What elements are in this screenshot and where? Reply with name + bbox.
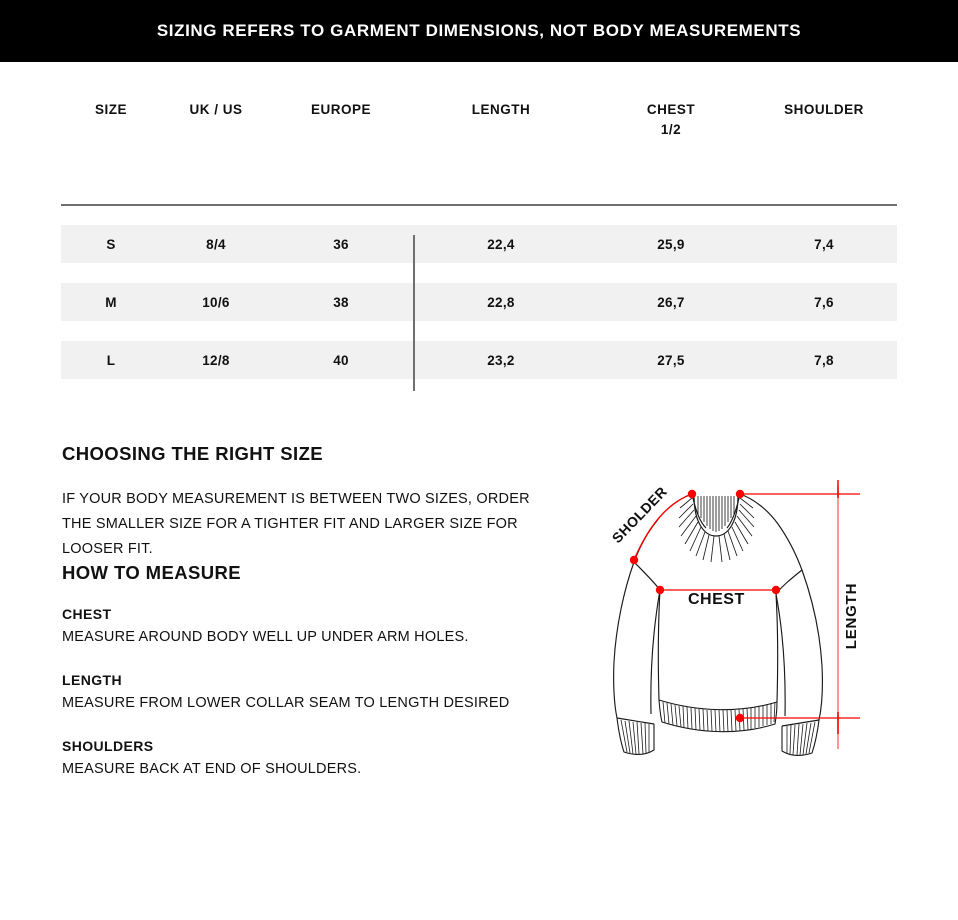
cell-length: 22,8 — [411, 283, 591, 321]
measure-term-chest: CHEST — [62, 606, 112, 622]
column-header-chest-sublabel: 1/2 — [660, 121, 682, 137]
info-column — [62, 443, 562, 782]
size-table-container — [61, 100, 897, 379]
cell-size: M — [61, 283, 161, 321]
length-label: LENGTH — [843, 582, 860, 650]
table-row — [61, 341, 897, 379]
column-header-length-label: LENGTH — [471, 102, 531, 117]
table-row — [61, 283, 897, 321]
table-row — [61, 225, 897, 263]
column-header-chest — [591, 100, 751, 149]
column-header-shoulder-label: SHOULDER — [784, 102, 864, 117]
point-shoulder-end-left — [630, 556, 638, 564]
point-shoulder-neck-right — [736, 490, 744, 498]
sweater-outline-icon — [614, 494, 823, 726]
point-chest-right — [772, 586, 780, 594]
column-header-ukus-label: UK / US — [189, 102, 243, 117]
top-banner — [0, 0, 958, 62]
cell-europe: 38 — [271, 283, 411, 321]
cell-length: 22,4 — [411, 225, 591, 263]
measure-item-length — [62, 672, 562, 716]
choosing-size-title: CHOOSING THE RIGHT SIZE — [62, 443, 324, 464]
shoulder-label: SHOLDER — [608, 483, 671, 547]
column-header-size — [61, 100, 161, 149]
column-header-shoulder — [751, 100, 897, 149]
column-header-europe-label: EUROPE — [310, 102, 371, 117]
cell-shoulder: 7,8 — [751, 341, 897, 379]
header-row — [61, 100, 897, 149]
size-chart-table — [61, 100, 897, 379]
point-chest-left — [656, 586, 664, 594]
point-hem-bottom — [736, 714, 744, 722]
cell-ukus: 12/8 — [161, 341, 271, 379]
cell-shoulder: 7,6 — [751, 283, 897, 321]
table-column-divider — [413, 235, 415, 391]
cell-europe: 36 — [271, 225, 411, 263]
column-header-europe — [271, 100, 411, 149]
row-gap — [61, 263, 897, 283]
how-to-measure-title: HOW TO MEASURE — [62, 562, 241, 583]
point-shoulder-neck-left — [688, 490, 696, 498]
row-gap — [61, 321, 897, 341]
cell-length: 23,2 — [411, 341, 591, 379]
cell-europe: 40 — [271, 341, 411, 379]
table-header — [61, 100, 897, 205]
measure-item-shoulders — [62, 738, 562, 782]
cell-chest: 27,5 — [591, 341, 751, 379]
measure-item-chest — [62, 606, 562, 650]
cell-shoulder: 7,4 — [751, 225, 897, 263]
measure-term-shoulders: SHOULDERS — [62, 738, 154, 754]
measure-term-length: LENGTH — [62, 672, 122, 688]
measure-desc-chest: MEASURE AROUND BODY WELL UP UNDER ARM HOLES. — [62, 629, 469, 645]
column-header-size-label: SIZE — [94, 102, 127, 117]
cell-chest: 26,7 — [591, 283, 751, 321]
hem-ribbing-icon — [659, 700, 777, 732]
collar-ribbing-icon — [679, 496, 754, 562]
banner-title: SIZING REFERS TO GARMENT DIMENSIONS, NOT BODY MEASUREMENTS — [156, 21, 802, 40]
chest-label: CHEST — [688, 591, 745, 608]
table-body — [61, 205, 897, 379]
header-rule — [61, 149, 897, 205]
column-header-length — [411, 100, 591, 149]
measure-desc-shoulders: MEASURE BACK AT END OF SHOULDERS. — [62, 761, 362, 777]
cell-ukus: 10/6 — [161, 283, 271, 321]
choosing-size-body: IF YOUR BODY MEASUREMENT IS BETWEEN TWO SIZES, ORDER THE SMALLER SIZE FOR A TIGHTER FIT AND LARGER SIZE FOR LOOSER FIT. — [62, 491, 530, 557]
row-gap — [61, 205, 897, 225]
cell-ukus: 8/4 — [161, 225, 271, 263]
column-header-chest-label: CHEST — [646, 102, 696, 117]
column-header-ukus — [161, 100, 271, 149]
cell-size: L — [61, 341, 161, 379]
cell-chest: 25,9 — [591, 225, 751, 263]
cell-size: S — [61, 225, 161, 263]
measure-desc-length: MEASURE FROM LOWER COLLAR SEAM TO LENGTH DESIRED — [62, 695, 510, 711]
garment-diagram — [588, 466, 898, 771]
